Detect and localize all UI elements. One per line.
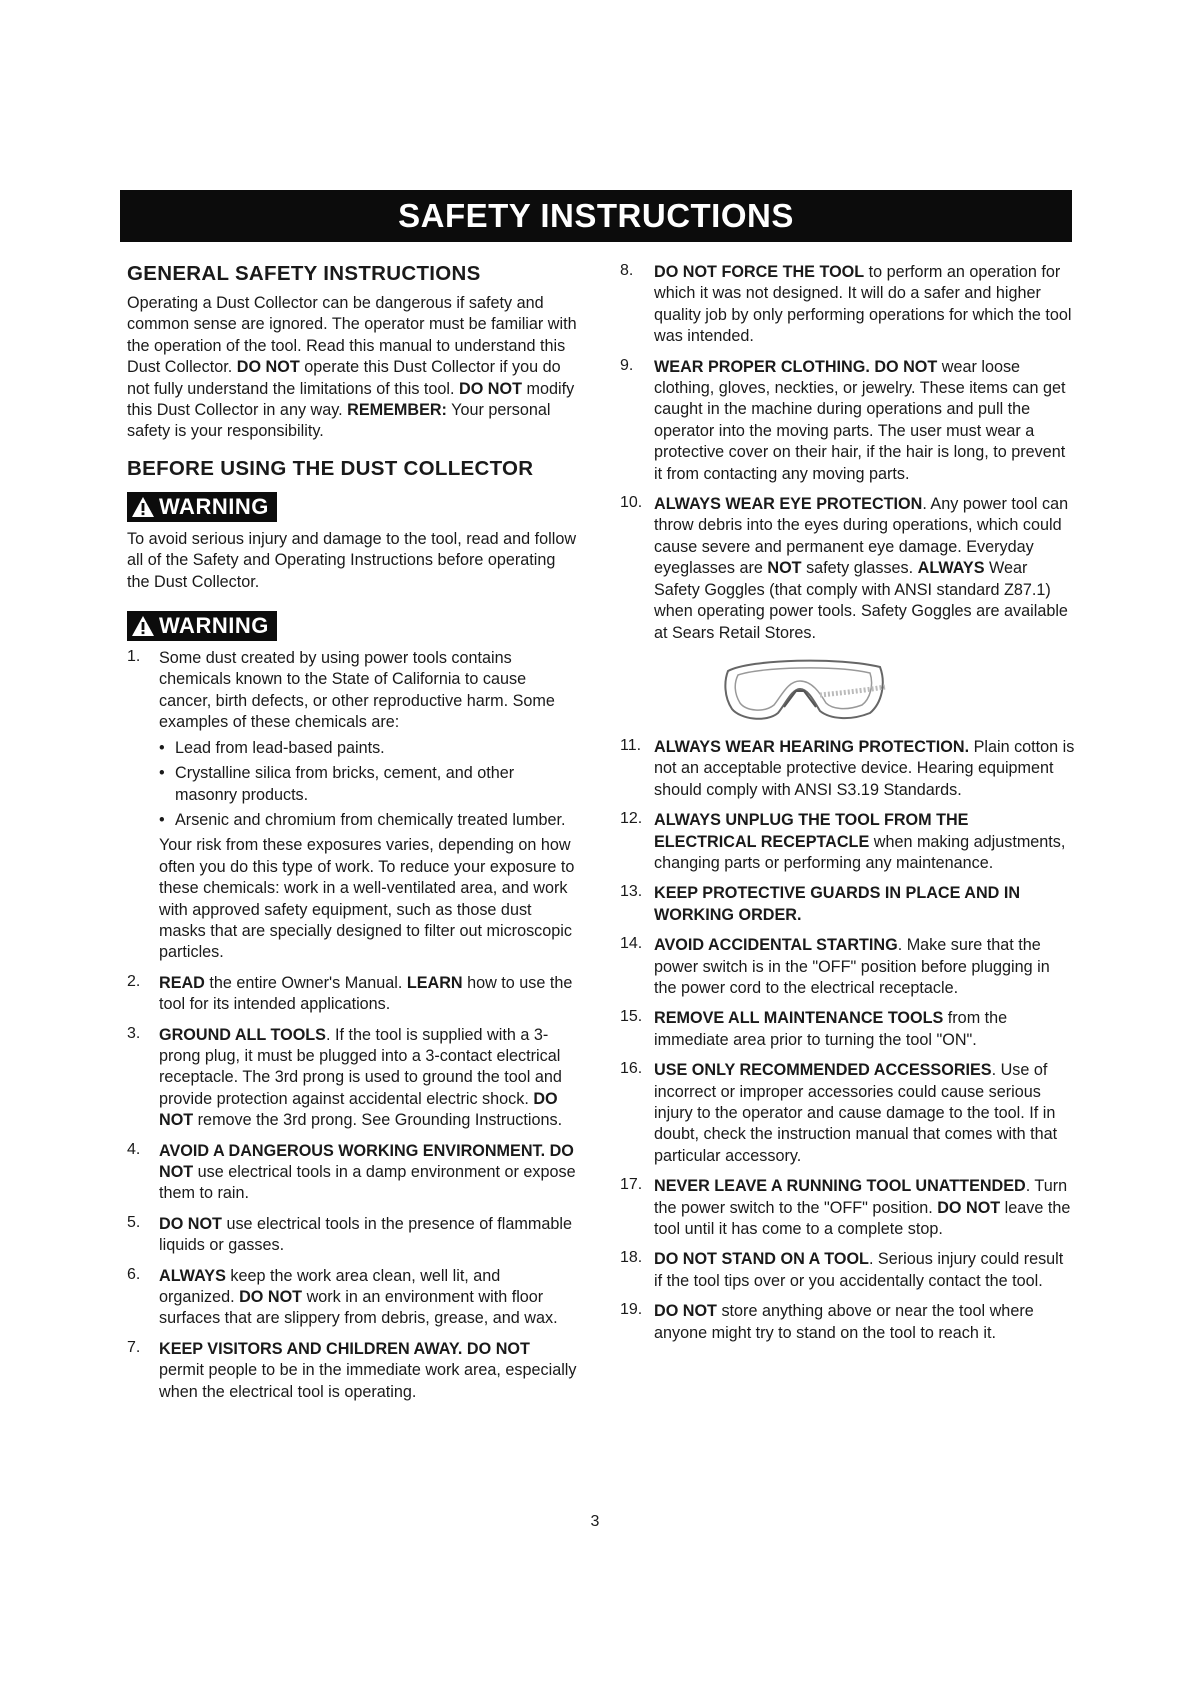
page-number: 3 <box>590 1513 600 1530</box>
list-item-19: 19. DO NOT store anything above or near the tool where anyone might try to stand on the tool to reach it. <box>620 1301 1034 1342</box>
page-banner: SAFETY INSTRUCTIONS <box>120 190 1072 242</box>
safety-goggles-icon <box>720 653 890 725</box>
list-item: • Lead from lead-based paints. <box>159 738 385 757</box>
general-paragraph: Operating a Dust Collector can be dangerous if safety and common sense are ignored. The operator must be familiar with the operation of the tool. Read this manual to understand this Dust Collector. DO NOT operate this Dust Collector if you do not fully understand the limitations of this tool. DO NOT modify this Dust Collector in any way. REMEMBER: Your personal safety is your responsibility. <box>127 294 577 441</box>
warning-label: WARNING <box>127 492 277 522</box>
list-item-9: 9. WEAR PROPER CLOTHING. DO NOT wear loose clothing, gloves, neckties, or jewelry. These items can get caught in the machine during operations and pull the operator into the moving parts. The user must wear a protective cover on their hair, if the hair is long, to prevent it from contacting any moving parts. <box>620 356 1066 483</box>
list-item-14: 14. AVOID ACCIDENTAL STARTING. Make sure that the power switch is in the "OFF" position before plugging in the power cord to the electrical receptacle. <box>620 935 1050 997</box>
list-item: • Crystalline silica from bricks, cement, and other masonry products. <box>159 764 515 804</box>
list-item-15: 15. REMOVE ALL MAINTENANCE TOOLS from the immediate area prior to turning the tool "ON". <box>620 1008 1008 1049</box>
list-item-5: 5. DO NOT use electrical tools in the presence of flammable liquids or gasses. <box>127 1213 572 1255</box>
general-heading: GENERAL SAFETY INSTRUCTIONS <box>127 262 481 285</box>
list-item-17: 17. NEVER LEAVE A RUNNING TOOL UNATTENDED. Turn the power switch to the "OFF" position. DO NOT leave the tool until it has come to a complete stop. <box>620 1176 1071 1239</box>
list-item-13: 13. KEEP PROTECTIVE GUARDS IN PLACE AND IN WORKING ORDER. <box>620 883 1021 924</box>
list-item-1: 1. Some dust created by using power tools contains chemicals known to the State of California to cause cancer, birth defects, or other reproductive harm. Some examples of these chemicals are: • Lead from lead-based paints. • Crystalline silica from bricks, cement, and other masonry products. • Arsenic and chromium from chemically treated lumber. Your risk from these exposures varies, depending on how often you do this type of work. To reduce your exposure to these chemicals: work in a well-ventilated area, and work with approved safety equipment, such as those dust masks that are specially designed to filter out microscopic particles. <box>127 648 577 964</box>
list-item-12: 12. ALWAYS UNPLUG THE TOOL FROM THE ELECTRICAL RECEPTACLE when making adjustments, changing parts or performing any maintenance. <box>620 810 1066 872</box>
warning-triangle-icon <box>131 496 155 518</box>
left-column <box>127 262 577 1412</box>
warning-label-2: WARNING <box>127 611 277 641</box>
list-item-10: 10. ALWAYS WEAR EYE PROTECTION. Any power tool can throw debris into the eyes during operations, which could cause severe and permanent eye damage. Everyday eyeglasses are NOT safety glasses. ALWAYS Wear Safety Goggles (that comply with ANSI standard Z87.1) when operating power tools. Safety Goggles are available at Sears Retail Stores. <box>620 494 1069 642</box>
warning-triangle-icon <box>131 615 155 637</box>
list-item-18: 18. DO NOT STAND ON A TOOL. Serious injury could result if the tool tips over or you accidentally contact the tool. <box>620 1249 1064 1290</box>
list-item-16: 16. USE ONLY RECOMMENDED ACCESSORIES. Use of incorrect or improper accessories could cause serious injury to the operator and cause damage to the tool. If in doubt, check the instruction manual that comes with that particular accessory. <box>620 1060 1058 1165</box>
before-heading: BEFORE USING THE DUST COLLECTOR <box>127 456 534 480</box>
list-item-11: 11. ALWAYS WEAR HEARING PROTECTION. Plain cotton is not an acceptable protective device. Hearing equipment should comply with ANSI S3.19 Standards. <box>620 736 1075 799</box>
warning-text: To avoid serious injury and damage to the tool, read and follow all of the Safety and Operating Instructions before operating the Dust Collector. <box>127 529 577 591</box>
list-item-6: 6. ALWAYS keep the work area clean, well lit, and organized. DO NOT work in an environment with floor surfaces that are slippery from debris, grease, and wax. <box>127 1265 558 1328</box>
chemical-list <box>159 738 577 832</box>
right-column <box>620 262 1075 1353</box>
list-item: • Arsenic and chromium from chemically treated lumber. <box>159 810 566 829</box>
list-item-8: 8. DO NOT FORCE THE TOOL to perform an operation for which it was not designed. It will do a safer and higher quality job by only performing operations for which the tool was intended. <box>620 262 1072 346</box>
list-item-2: 2. READ the entire Owner's Manual. LEARN how to use the tool for its intended applications. <box>127 972 573 1014</box>
list-item-4: 4. AVOID A DANGEROUS WORKING ENVIRONMENT. DO NOT use electrical tools in a damp environment or expose them to rain. <box>127 1140 576 1203</box>
list-item-3: 3. GROUND ALL TOOLS. If the tool is supplied with a 3-prong plug, it must be plugged into a 3-contact electrical receptacle. The 3rd prong is used to ground the tool and provide protection against accidental electric shock. DO NOT remove the 3rd prong. See Grounding Instructions. <box>127 1024 563 1130</box>
list-item-7: 7. KEEP VISITORS AND CHILDREN AWAY. DO NOT permit people to be in the immediate work area, especially when the electrical tool is operating. <box>127 1338 577 1401</box>
